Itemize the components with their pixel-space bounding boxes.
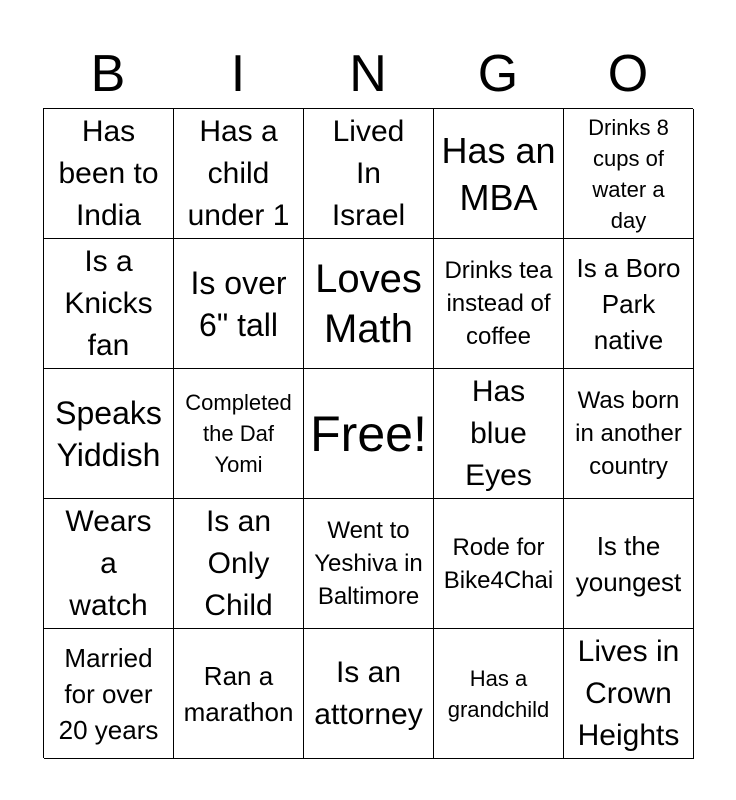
header-letter-b: B [90, 45, 126, 103]
bingo-cell[interactable] [434, 109, 564, 239]
cell-text: Completed the Daf Yomi [185, 390, 292, 477]
cell-text: Has a grandchild [447, 665, 550, 722]
bingo-cell[interactable] [434, 369, 564, 499]
free-cell[interactable] [304, 369, 434, 499]
cell-text: Is the youngest [575, 530, 682, 597]
header-letter-i: I [230, 45, 246, 103]
bingo-cell[interactable] [434, 629, 564, 759]
bingo-cell[interactable] [434, 239, 564, 369]
cell-text: Rode for Bike4Chai [443, 533, 554, 594]
cell-text: Wears a watch [65, 504, 152, 622]
cell-text: Has been to India [58, 114, 159, 232]
cell-text: Loves Math [315, 256, 422, 351]
bingo-cell[interactable] [564, 239, 694, 369]
header-letter-g: G [477, 45, 519, 103]
cell-text: Has a child under 1 [187, 114, 290, 232]
cell-text: Is an attorney [314, 655, 423, 731]
bingo-grid [43, 108, 693, 758]
bingo-cell[interactable] [304, 109, 434, 239]
bingo-cell[interactable] [174, 629, 304, 759]
bingo-cell[interactable] [304, 239, 434, 369]
bingo-cell[interactable] [44, 499, 174, 629]
cell-text: Is a Boro Park native [576, 252, 681, 355]
cell-text: Went to Yeshiva in Baltimore [314, 517, 423, 610]
bingo-cell[interactable] [174, 369, 304, 499]
cell-text: Lived In Israel [331, 114, 406, 232]
cell-text: Drinks tea instead of coffee [444, 257, 553, 350]
free-text: Free! [310, 405, 427, 462]
bingo-cell[interactable] [174, 499, 304, 629]
bingo-cell[interactable] [44, 109, 174, 239]
header-letter-n: N [349, 45, 387, 103]
bingo-cell[interactable] [434, 499, 564, 629]
cell-text: Was born in another country [575, 387, 682, 480]
bingo-cell[interactable] [174, 109, 304, 239]
bingo-cell[interactable] [304, 499, 434, 629]
cell-text: Ran a marathon [183, 660, 294, 727]
bingo-cell[interactable] [44, 629, 174, 759]
cell-text: Has an MBA [441, 129, 556, 218]
cell-text: Is over 6" tall [190, 264, 287, 343]
bingo-cell[interactable] [44, 369, 174, 499]
cell-text: Married for over 20 years [58, 642, 159, 745]
header-letter-o: O [607, 45, 649, 103]
cell-text: Lives in Crown Heights [577, 634, 680, 752]
cell-text: Is a Knicks fan [64, 244, 153, 362]
cell-text: Speaks Yiddish [55, 394, 162, 473]
bingo-cell[interactable] [564, 499, 694, 629]
bingo-cell[interactable] [564, 109, 694, 239]
bingo-header [43, 40, 693, 108]
bingo-cell[interactable] [564, 369, 694, 499]
cell-text: Drinks 8 cups of water a day [588, 114, 669, 233]
bingo-cell[interactable] [44, 239, 174, 369]
bingo-cell[interactable] [174, 239, 304, 369]
cell-text: Has blue Eyes [465, 374, 532, 492]
bingo-cell[interactable] [304, 629, 434, 759]
bingo-cell[interactable] [564, 629, 694, 759]
cell-text: Is an Only Child [204, 504, 273, 622]
